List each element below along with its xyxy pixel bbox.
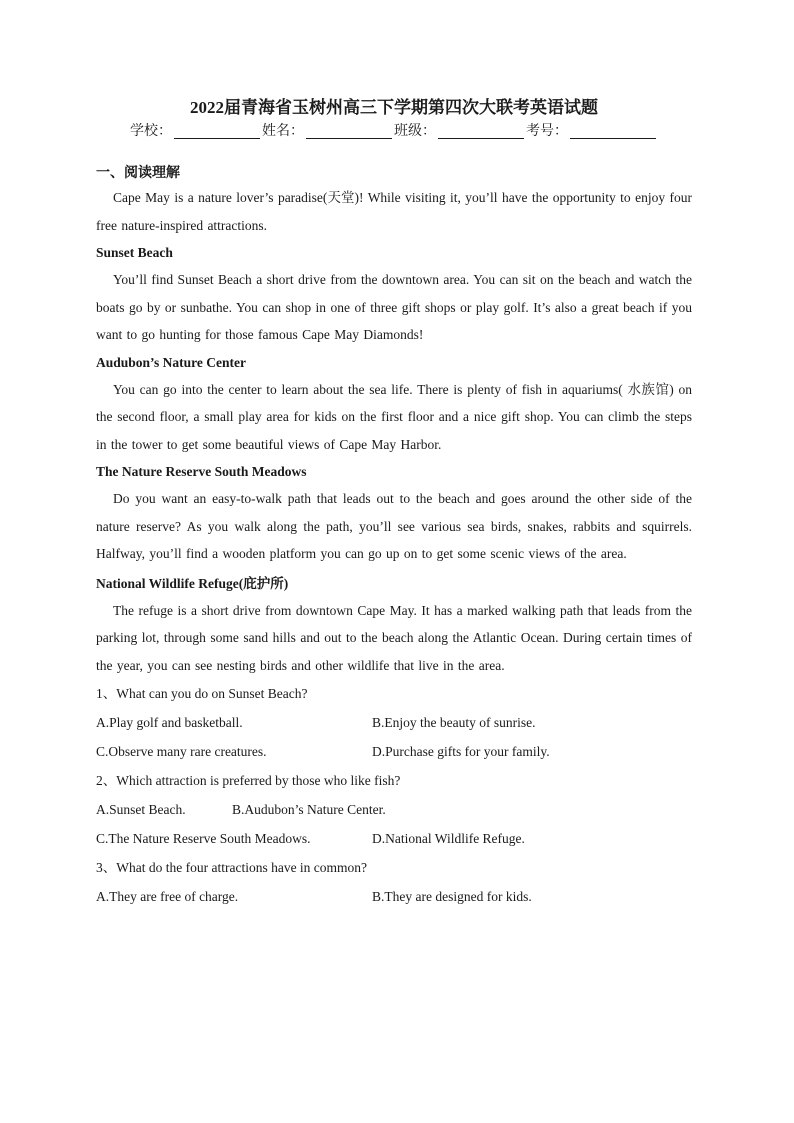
answer-option[interactable]: D.National Wildlife Refuge. xyxy=(372,831,525,846)
question-stem: 3、What do the four attractions have in common? xyxy=(96,860,368,875)
question-stem: 2、Which attraction is preferred by those who like fish? xyxy=(96,773,401,788)
option-row xyxy=(96,795,692,824)
exam-number-label: 考号： xyxy=(526,124,568,139)
answer-option[interactable]: D.Purchase gifts for your family. xyxy=(372,744,550,759)
attraction-heading: Audubon’s Nature Center xyxy=(96,354,247,370)
attraction-heading: National Wildlife Refuge(庇护所) xyxy=(96,575,289,591)
answer-option[interactable]: B.They are designed for kids. xyxy=(372,889,532,904)
option-row xyxy=(96,708,692,737)
section-title: 一、阅读理解 xyxy=(96,166,180,181)
class-blank[interactable] xyxy=(438,124,524,139)
exam-title: 2022届青海省玉树州高三下学期第四次大联考英语试题 xyxy=(190,98,598,117)
question-stem: 1、What can you do on Sunset Beach? xyxy=(96,686,308,701)
student-info-row xyxy=(96,122,692,142)
attraction-heading: Sunset Beach xyxy=(96,245,173,260)
name-blank[interactable] xyxy=(306,124,392,139)
option-row xyxy=(96,824,692,853)
answer-option[interactable]: C.The Nature Reserve South Meadows. xyxy=(96,831,311,846)
attraction-heading: The Nature Reserve South Meadows xyxy=(96,464,307,479)
exam-page xyxy=(96,96,692,911)
exam-number-blank[interactable] xyxy=(570,124,656,139)
answer-option[interactable]: A.Play golf and basketball. xyxy=(96,715,243,730)
school-label: 学校： xyxy=(130,124,172,139)
option-row xyxy=(96,737,692,766)
intro-paragraph: Cape May is a nature lover’s paradise(天堂)! While visiting it, you’ll have the opportunity to enjoy four free nature-inspired attractions. xyxy=(96,190,692,233)
answer-option[interactable]: B.Audubon’s Nature Center. xyxy=(232,802,386,817)
name-label: 姓名： xyxy=(262,124,304,139)
class-label: 班级： xyxy=(394,124,436,139)
attraction-paragraph: You can go into the center to learn about the sea life. There is plenty of fish in aquariums( 水族馆) on the second floor, a small play area for kids on the first floor and a nice gift shop. You can climb the steps in the tower to get some beautiful views of Cape May Harbor. xyxy=(96,381,692,452)
answer-option[interactable]: A.Sunset Beach. xyxy=(96,802,186,817)
option-row xyxy=(96,882,692,911)
answer-option[interactable]: C.Observe many rare creatures. xyxy=(96,744,267,759)
attraction-paragraph: Do you want an easy-to-walk path that leads out to the beach and goes around the other side of the nature reserve? As you walk along the path, you’ll see various sea birds, snakes, rabbits and squirrels. Halfway, you’ll find a wooden platform you can go up on to get some scenic views of the area. xyxy=(96,491,692,561)
school-blank[interactable] xyxy=(174,124,260,139)
answer-option[interactable]: B.Enjoy the beauty of sunrise. xyxy=(372,715,536,730)
attraction-paragraph: You’ll find Sunset Beach a short drive from the downtown area. You can sit on the beach and watch the boats go by or sunbathe. You can shop in one of three gift shops or play golf. It’s also a great beach if you want to go hunting for those famous Cape May Diamonds! xyxy=(96,272,692,342)
attraction-paragraph: The refuge is a short drive from downtown Cape May. It has a marked walking path that leads from the parking lot, through some sand hills and out to the beach along the Atlantic Ocean. During certain times of the year, you can see nesting birds and other wildlife that live in the area. xyxy=(96,602,692,673)
answer-option[interactable]: A.They are free of charge. xyxy=(96,889,239,904)
